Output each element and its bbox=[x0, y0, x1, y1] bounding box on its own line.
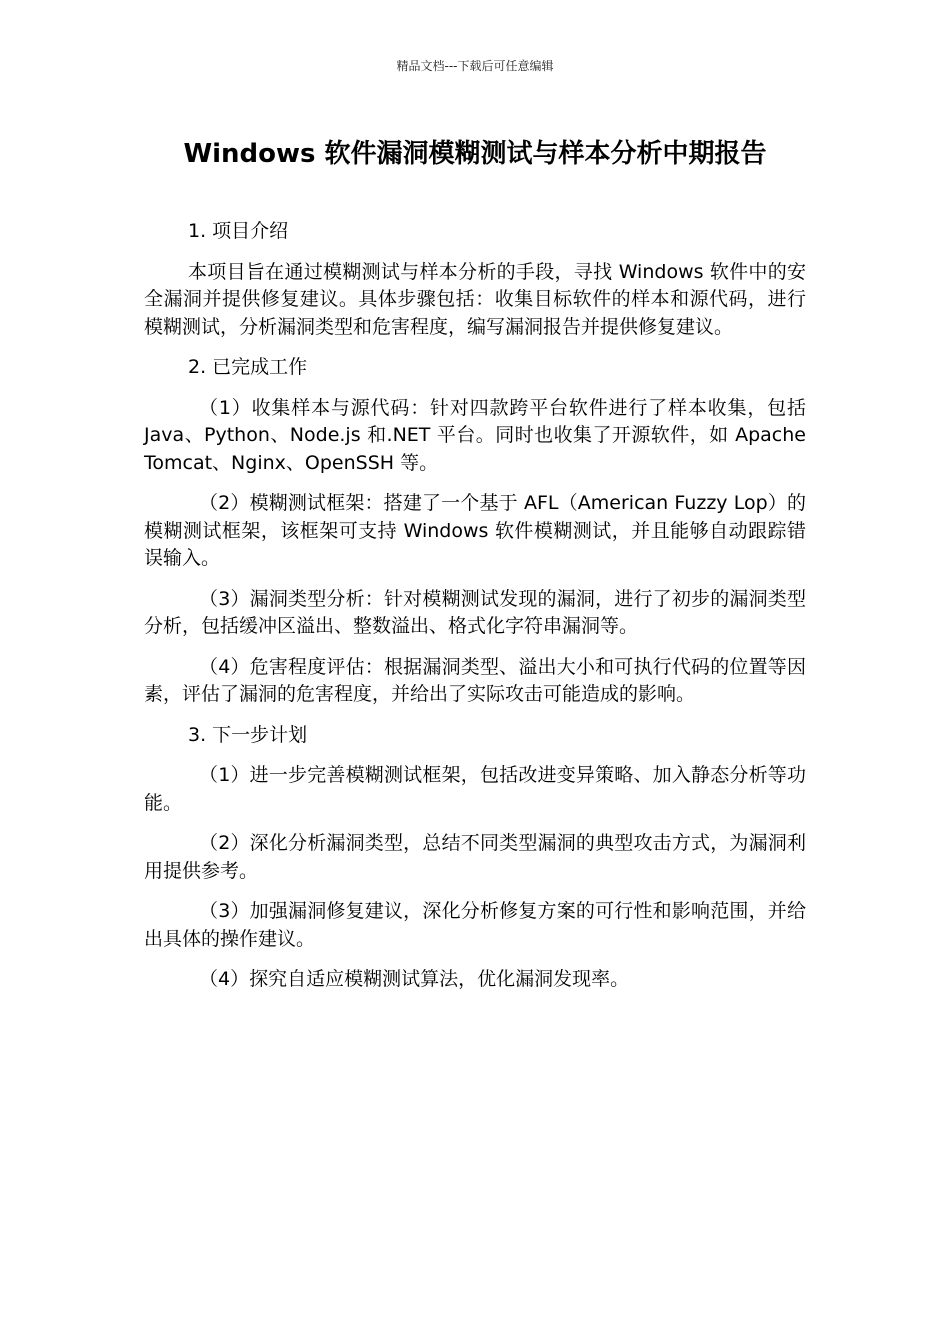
header-note: 精品文档---下载后可任意编辑 bbox=[396, 59, 554, 73]
completed-work-item-3: （3）漏洞类型分析：针对模糊测试发现的漏洞，进行了初步的漏洞类型分析，包括缓冲区溢出、整数溢出、格式化字符串漏洞等。 bbox=[144, 587, 806, 637]
intro-paragraph: 本项目旨在通过模糊测试与样本分析的手段，寻找 Windows 软件中的安全漏洞并提供修复建议。具体步骤包括：收集目标软件的样本和源代码，进行模糊测试，分析漏洞类型和危害程度，编写漏洞报告并提供修复建议。 bbox=[144, 260, 806, 338]
completed-work-item-1: （1）收集样本与源代码：针对四款跨平台软件进行了样本收集，包括 Java、Python、Node.js 和.NET 平台。同时也收集了开源软件，如 Apache Tomcat、Nginx、OpenSSH 等。 bbox=[144, 396, 806, 474]
section-heading-next-steps: 3. 下一步计划 bbox=[188, 723, 308, 746]
document-body bbox=[144, 218, 806, 1007]
next-step-item-1: （1）进一步完善模糊测试框架，包括改进变异策略、加入静态分析等功能。 bbox=[144, 764, 806, 814]
next-step-item-4: （4）探究自适应模糊测试算法，优化漏洞发现率。 bbox=[199, 968, 630, 990]
completed-work-item-2: （2）模糊测试框架：搭建了一个基于 AFL（American Fuzzy Lop）的模糊测试框架，该框架可支持 Windows 软件模糊测试，并且能够自动跟踪错误输入。 bbox=[144, 492, 806, 569]
next-step-item-2: （2）深化分析漏洞类型，总结不同类型漏洞的典型攻击方式，为漏洞利用提供参考。 bbox=[144, 832, 806, 882]
completed-work-item-4: （4）危害程度评估：根据漏洞类型、溢出大小和可执行代码的位置等因素，评估了漏洞的危害程度，并给出了实际攻击可能造成的影响。 bbox=[144, 655, 806, 705]
section-heading-completed-work: 2. 已完成工作 bbox=[188, 356, 308, 378]
section-heading-intro: 1. 项目介绍 bbox=[188, 220, 289, 242]
next-step-item-3: （3）加强漏洞修复建议，深化分析修复方案的可行性和影响范围，并给出具体的操作建议。 bbox=[144, 900, 806, 950]
document-title: Windows 软件漏洞模糊测试与样本分析中期报告 bbox=[183, 139, 767, 169]
